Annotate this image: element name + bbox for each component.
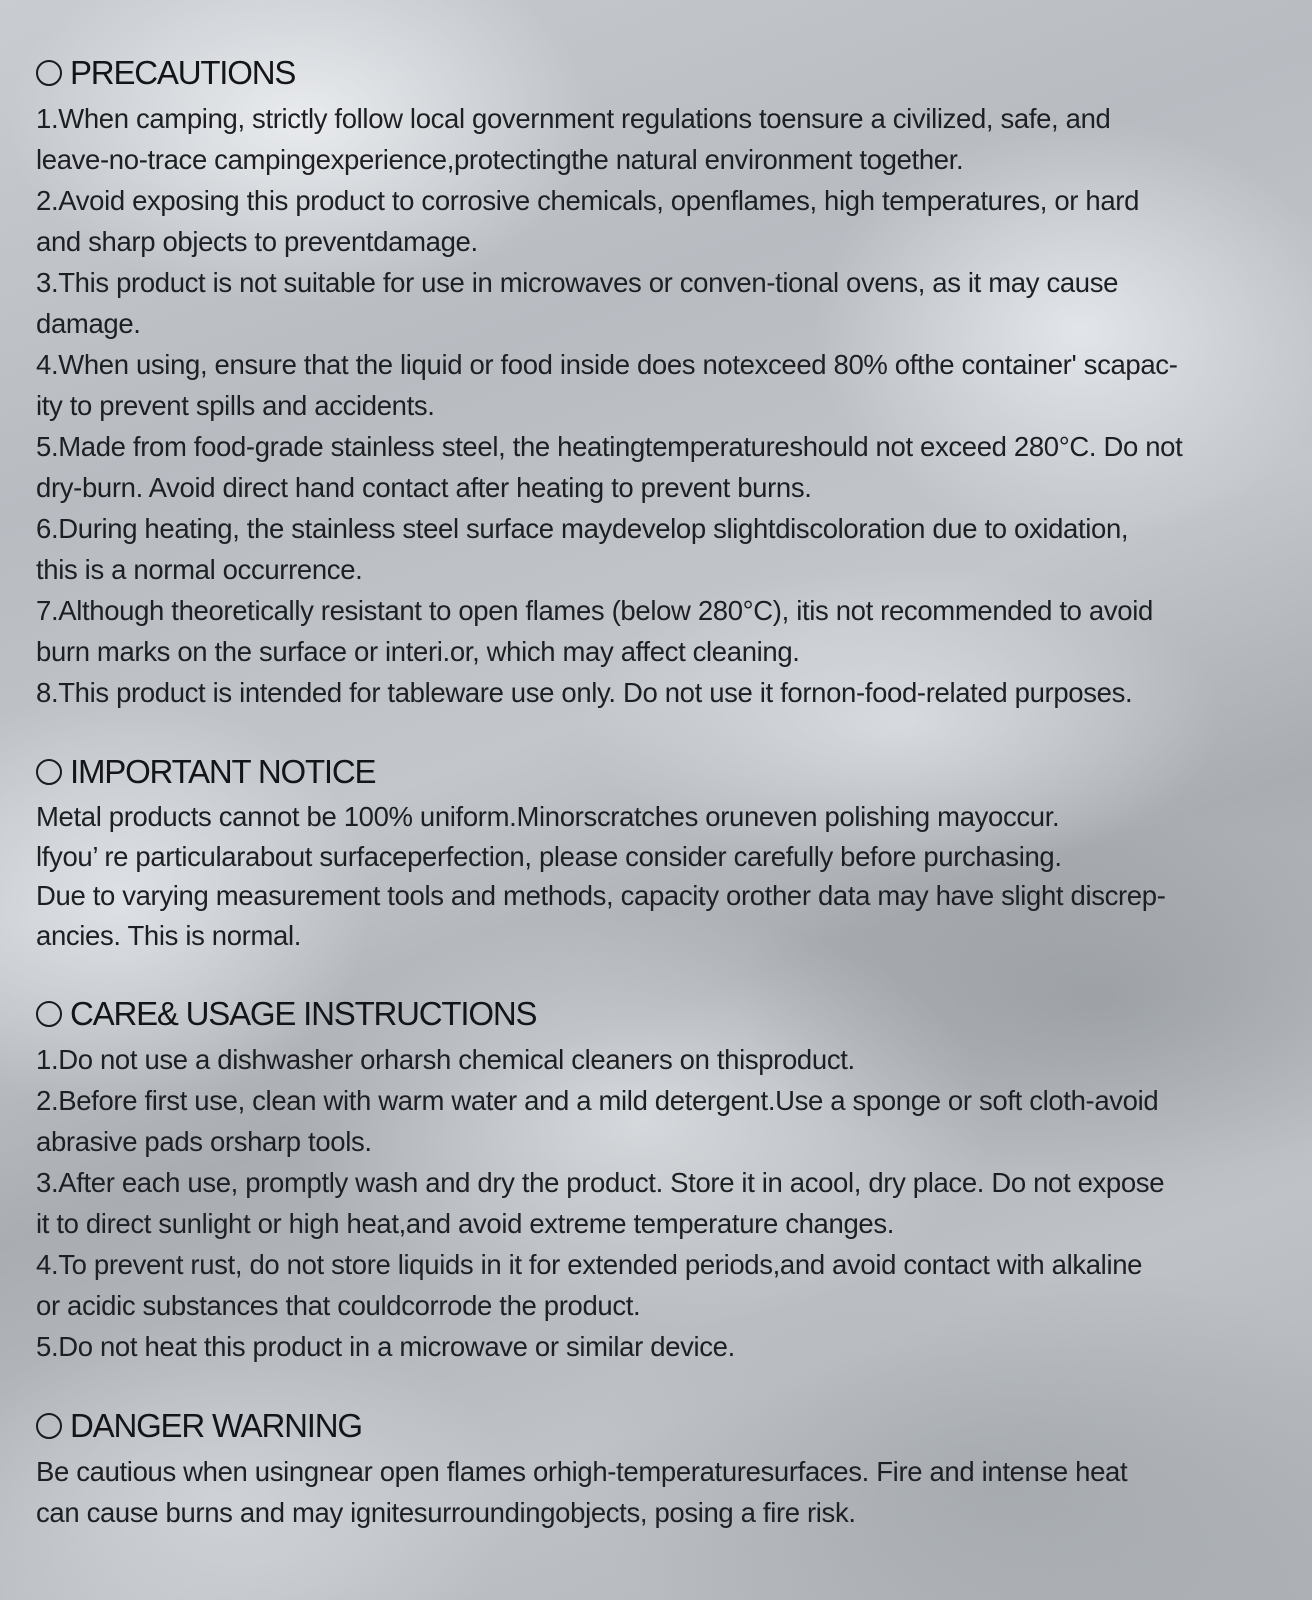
care-line: 4.To prevent rust, do not store liquids in it for extended periods,and avoid contact with alkaline [36, 1249, 1143, 1280]
care-usage-section [36, 989, 1276, 1367]
circle-bullet-icon [36, 1413, 62, 1439]
circle-bullet-icon [36, 759, 62, 785]
danger-warning-section [36, 1401, 1276, 1533]
precautions-line: dry-burn. Avoid direct hand contact after heating to prevent burns. [36, 472, 812, 503]
important-notice-section [36, 747, 1276, 955]
precautions-line: 6.During heating, the stainless steel surface maydevelop slightdiscoloration due to oxidation, [36, 513, 1129, 544]
care-line: 5.Do not heat this product in a microwave or similar device. [36, 1331, 735, 1362]
instruction-sheet [36, 48, 1276, 1567]
precautions-line: this is a normal occurrence. [36, 554, 363, 585]
notice-line: lfyou’ re particularabout surfaceperfection, please consider carefully before purchasing. [36, 840, 1062, 872]
important-notice-title: IMPORTANT NOTICE [70, 753, 376, 790]
care-usage-title: CARE& USAGE INSTRUCTIONS [70, 995, 537, 1032]
precautions-section [36, 48, 1276, 713]
precautions-line: 7.Although theoretically resistant to open flames (below 280°C), itis not recommended to avoid [36, 595, 1153, 626]
danger-warning-title: DANGER WARNING [70, 1407, 362, 1444]
danger-line: Be cautious when usingnear open flames orhigh-temperaturesurfaces. Fire and intense heat [36, 1456, 1128, 1487]
precautions-line: burn marks on the surface or interi.or, which may affect cleaning. [36, 636, 800, 667]
precautions-line: 4.When using, ensure that the liquid or food inside does notexceed 80% ofthe container' scapac- [36, 349, 1178, 380]
notice-line: ancies. This is normal. [36, 919, 302, 951]
precautions-line: damage. [36, 308, 141, 339]
care-line: 1.Do not use a dishwasher orharsh chemical cleaners on thisproduct. [36, 1044, 855, 1075]
danger-line: can cause burns and may ignitesurroundingobjects, posing a fire risk. [36, 1497, 856, 1528]
precautions-title: PRECAUTIONS [70, 54, 296, 91]
precautions-line: 8.This product is intended for tableware use only. Do not use it fornon-food-related purposes. [36, 677, 1133, 708]
care-line: or acidic substances that couldcorrode the product. [36, 1290, 641, 1321]
precautions-heading [36, 48, 1276, 98]
important-notice-heading [36, 747, 1276, 797]
notice-line: Metal products cannot be 100% uniform.Minorscratches oruneven polishing mayoccur. [36, 801, 1060, 832]
precautions-line: and sharp objects to preventdamage. [36, 226, 478, 257]
care-usage-heading [36, 989, 1276, 1039]
danger-warning-heading [36, 1401, 1276, 1451]
precautions-line: 1.When camping, strictly follow local government regulations toensure a civilized, safe, and [36, 103, 1111, 134]
circle-bullet-icon [36, 1001, 62, 1027]
precautions-line: leave-no-trace campingexperience,protectingthe natural environment together. [36, 144, 964, 175]
precautions-line: 2.Avoid exposing this product to corrosive chemicals, openflames, high temperatures, or hard [36, 185, 1140, 216]
notice-line: Due to varying measurement tools and methods, capacity orother data may have slight discrep- [36, 880, 1166, 911]
care-line: abrasive pads orsharp tools. [36, 1126, 372, 1157]
care-line: it to direct sunlight or high heat,and avoid extreme temperature changes. [36, 1208, 895, 1239]
precautions-line: ity to prevent spills and accidents. [36, 390, 435, 421]
care-line: 2.Before first use, clean with warm water and a mild detergent.Use a sponge or soft cloth-avoid [36, 1085, 1159, 1116]
precautions-line: 3.This product is not suitable for use in microwaves or conven-tional ovens, as it may cause [36, 267, 1119, 298]
circle-bullet-icon [36, 60, 62, 86]
care-line: 3.After each use, promptly wash and dry the product. Store it in acool, dry place. Do not expose [36, 1167, 1165, 1198]
precautions-line: 5.Made from food-grade stainless steel, the heatingtemperatureshould not exceed 280°C. Do not [36, 431, 1183, 462]
